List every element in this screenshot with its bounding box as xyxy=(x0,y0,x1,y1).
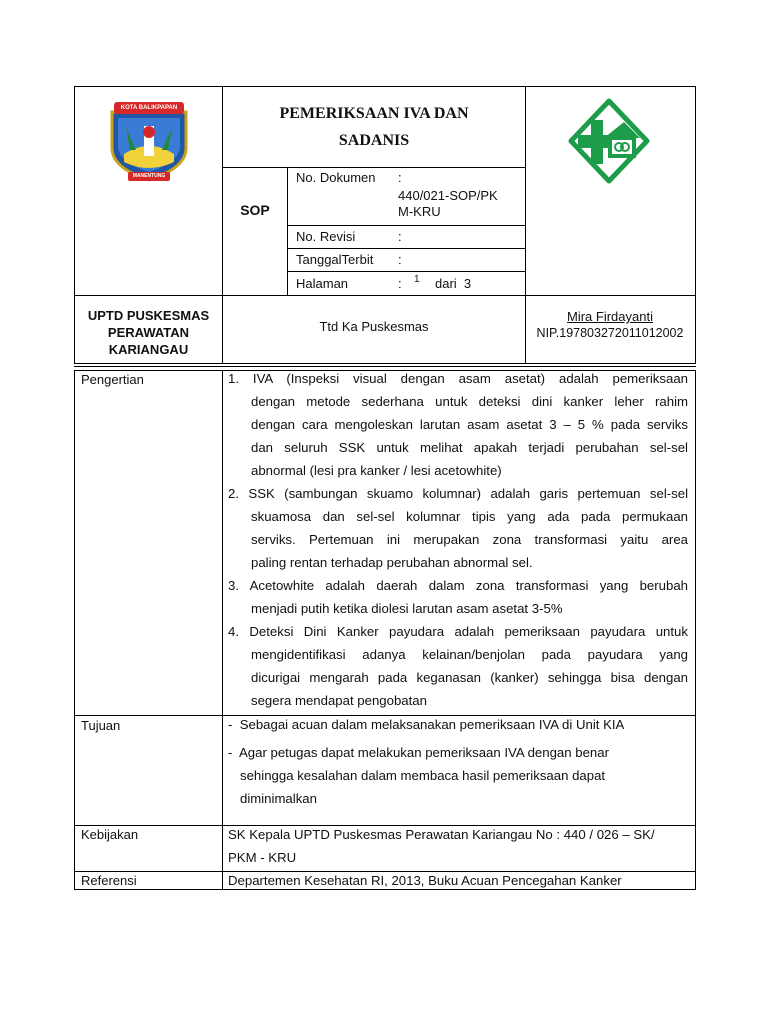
signer-nip: NIP.197803272011012002 xyxy=(536,326,684,340)
doc-field-label-halaman: Halaman xyxy=(296,276,349,291)
pengertian-line: dan seluruh SSK untuk melihat apakah terjadi perubahan sel-sel xyxy=(251,440,688,455)
pengertian-line: 4. Deteksi Dini Kanker payudara adalah pemeriksaan payudara untuk xyxy=(228,624,688,639)
logo-motto-text: MANENTUNG xyxy=(132,173,166,179)
label-referensi: Referensi xyxy=(81,873,137,888)
doc-field-colon-halaman: : xyxy=(398,276,402,291)
label-tujuan: Tujuan xyxy=(81,718,121,733)
label-pengertian: Pengertian xyxy=(81,372,144,387)
doc-number-line-1: 440/021-SOP/PK xyxy=(398,188,498,203)
referensi-line: Departemen Kesehatan RI, 2013, Buku Acuan Pencegahan Kanker xyxy=(228,873,622,888)
title-line-2: SADANIS xyxy=(338,132,410,149)
pengertian-line: dengan metode sederhana untuk deteksi dini kanker leher rahim xyxy=(251,394,688,409)
page-number: 1 xyxy=(414,274,420,285)
pengertian-line: skuamosa dan sel-sel kolumnar tipis yang ada pada permukaan xyxy=(251,509,688,524)
doc-field-colon-revisi: : xyxy=(398,229,402,244)
pengertian-line: mengidentifikasi adanya kelainan/benjolan pada payudara yang xyxy=(251,647,688,662)
tujuan-line: sehingga kesalahan dalam membaca hasil pemeriksaan dapat xyxy=(240,768,606,783)
signer-name: Mira Firdayanti xyxy=(567,309,653,324)
pengertian-line: segera mendapat pengobatan xyxy=(251,693,427,708)
doc-field-label-nodokumen: No. Dokumen xyxy=(296,170,376,185)
sop-label: SOP xyxy=(240,202,270,218)
pengertian-line: paling rentan terhadap perubahan abnormal sel. xyxy=(251,555,533,570)
doc-number-line-2: M-KRU xyxy=(398,204,441,219)
kota-balikpapan-logo xyxy=(104,98,194,184)
tujuan-line: - Agar petugas dapat melakukan pemeriksaan IVA dengan benar xyxy=(228,745,609,760)
pengertian-line: serviks. Pertemuan ini merupakan zona transformasi yaitu area xyxy=(251,532,688,547)
document-title xyxy=(223,100,525,154)
pengertian-line: dicurigai mengarah pada keganasan (kanker) sehingga bisa dengan xyxy=(251,670,688,685)
tujuan-line: - Sebagai acuan dalam melaksanakan pemeriksaan IVA di Unit KIA xyxy=(228,717,625,732)
doc-field-colon-nodokumen: : xyxy=(398,170,402,185)
doc-field-value-nodokumen xyxy=(398,188,498,220)
puskesmas-logo xyxy=(568,98,650,184)
doc-field-label-tanggal: TanggalTerbit xyxy=(296,252,374,267)
signature-caption: Ttd Ka Puskesmas xyxy=(319,319,429,334)
label-kebijakan: Kebijakan xyxy=(81,827,139,842)
tujuan-line: diminimalkan xyxy=(240,791,317,806)
organization-name xyxy=(75,307,222,358)
org-line-2: PERAWATAN xyxy=(107,325,190,340)
pengertian-line: 1. IVA (Inspeksi visual dengan asam asetat) adalah pemeriksaan xyxy=(228,371,688,386)
page-total: dari 3 xyxy=(435,276,472,291)
doc-field-colon-tanggal: : xyxy=(398,252,402,267)
pengertian-line: menjadi putih ketika diolesi larutan asam asetat 3-5% xyxy=(251,601,563,616)
kebijakan-line: PKM - KRU xyxy=(228,850,297,865)
org-line-1: UPTD PUSKESMAS xyxy=(87,308,210,323)
doc-field-label-revisi: No. Revisi xyxy=(296,229,356,244)
pengertian-line: 3. Acetowhite adalah daerah dalam zona transformasi yang berubah xyxy=(228,578,688,593)
pengertian-line: 2. SSK (sambungan skuamo kolumnar) adalah garis pertemuan sel-sel xyxy=(228,486,688,501)
logo-banner-text: KOTA BALIKPAPAN xyxy=(120,105,178,111)
pengertian-line: abnormal (lesi pra kanker / lesi acetowhite) xyxy=(251,463,502,478)
org-line-3: KARIANGAU xyxy=(108,342,189,357)
kebijakan-line: SK Kepala UPTD Puskesmas Perawatan Kariangau No : 440 / 026 – SK/ xyxy=(228,827,655,842)
title-line-1: PEMERIKSAAN IVA DAN xyxy=(279,105,469,122)
pengertian-line: dengan cara mengoleskan larutan asam asetat 3 – 5 % pada serviks xyxy=(251,417,688,432)
